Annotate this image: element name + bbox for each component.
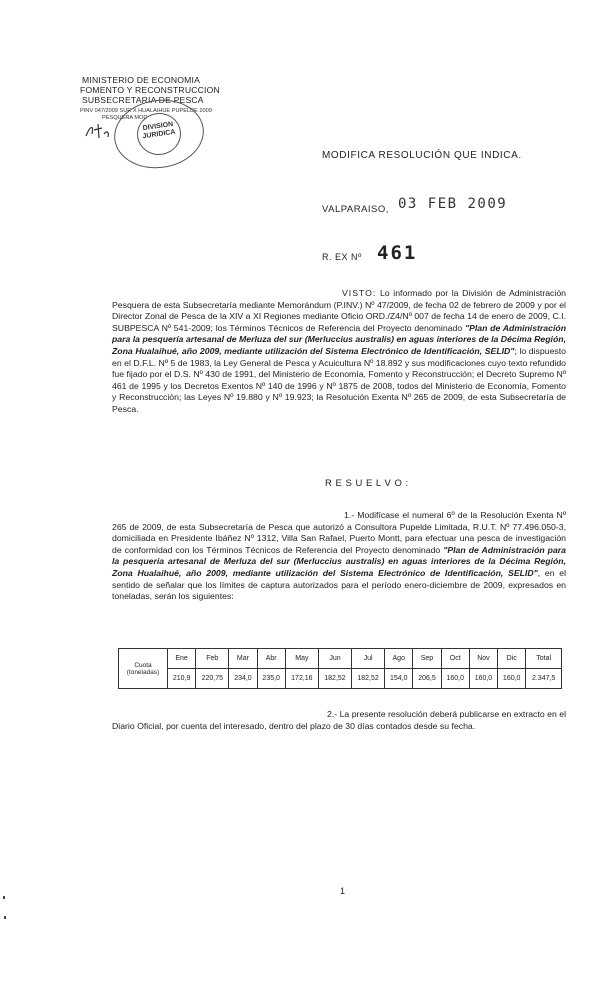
month-cell: Oct bbox=[441, 649, 469, 669]
value-cell: 210,9 bbox=[168, 669, 196, 689]
stamp-text: DIVISION JURIDICA bbox=[142, 120, 176, 141]
division-juridica-stamp bbox=[110, 94, 209, 174]
month-cell: Jul bbox=[352, 649, 385, 669]
letterhead bbox=[80, 75, 300, 105]
resolution-label: R. EX Nº bbox=[322, 252, 362, 262]
month-cell: Abr bbox=[257, 649, 285, 669]
visto-text-2: ; lo dispuesto en el D.F.L. Nº 5 de 1983, la Ley General de Pesca y Acuicultura Nº 18.892 y sus modificaciones cuyo texto refundido fue fijado por el D.S. Nº 430 de 1991, del Ministerio de Economía, Fomento y Reconstrucción; el Decreto Supremo Nº 461 de 1995 y los Decretos Exentos Nº 140 de 1996 y Nº 1875 de 2008, todos del Ministerio de Economía, Fomento y Reconstrucción; las Leyes Nº 19.880 y Nº 19.923; la Resolución Exenta Nº 265 de 2009, de esta Subsecretaría de Pesca. bbox=[112, 345, 566, 414]
visto-text-1: Lo informado por la División de Administración Pesquera de esta Subsecretaría mediante Memorándum (P.INV.) Nº 47/2009, de fecha 02 de febrero de 2009 y por el Director Zonal de Pesca de la XIV a XI Regiones mediante Oficio ORD./Z4/Nº 007 de fecha 14 de enero de 2009, C.I. SUBPESCA Nº 541-2009; los Términos Técnicos de Referencia del Proyecto denominado bbox=[112, 288, 566, 333]
month-cell: Ago bbox=[385, 649, 413, 669]
initials-mark bbox=[82, 118, 112, 144]
value-cell: 182,52 bbox=[352, 669, 385, 689]
page-number: 1 bbox=[340, 886, 346, 896]
month-cell: Nov bbox=[469, 649, 497, 669]
item-2-paragraph bbox=[112, 709, 566, 732]
reference-line-2: PESQUERA MOD bbox=[102, 115, 148, 121]
month-cell: Ene bbox=[168, 649, 196, 669]
item-1-text-2: , en el sentido de señalar que los límites de captura autorizados para el período enero-diciembre de 2009, expresados en toneladas, serán los siguientes: bbox=[112, 567, 566, 602]
subject-line: MODIFICA RESOLUCIÓN QUE INDICA. bbox=[322, 150, 522, 161]
ministry-line-2: FOMENTO Y RECONSTRUCCION bbox=[80, 85, 220, 95]
item-1-project-title: "Plan de Administración para la pesquería artesanal de Merluza del sur (Merluccius australis) en aguas interiores de la Décima Región, Zona Hualaihué, año 2009, mediante utilización del Sistema Electrónico de Identificación, SELID" bbox=[112, 544, 566, 578]
scan-artifact bbox=[3, 896, 5, 899]
total-header-cell: Total bbox=[526, 649, 562, 669]
row-label-cell: Cuota (toneladas) bbox=[119, 649, 168, 689]
value-cell: 160,0 bbox=[441, 669, 469, 689]
value-cell: 160,0 bbox=[498, 669, 526, 689]
table-header-row bbox=[119, 649, 562, 669]
value-cell: 172,16 bbox=[285, 669, 318, 689]
month-cell: Feb bbox=[196, 649, 229, 669]
visto-paragraph bbox=[112, 288, 566, 416]
value-cell: 206,5 bbox=[413, 669, 441, 689]
resolution-number: 461 bbox=[377, 242, 418, 264]
value-cell: 235,0 bbox=[257, 669, 285, 689]
ministry-line-1: MINISTERIO DE ECONOMIA bbox=[82, 75, 201, 85]
visto-label: VISTO: bbox=[342, 288, 377, 298]
date-stamp: 03 FEB 2009 bbox=[398, 196, 508, 212]
value-cell: 220,75 bbox=[196, 669, 229, 689]
total-value-cell: 2.347,5 bbox=[526, 669, 562, 689]
item-1-text-1: 1.- Modifícase el numeral 6º de la Resolución Exenta Nº 265 de 2009, de esta Subsecretaría de Pesca que autorizó a Consultora Pupelde Limitada, R.U.T. Nº 77.496.050-3, domiciliada en Presidente Ibáñez Nº 1312, Villa San Rafael, Puerto Montt, para efectuar una pesca de investigación de conformidad con los Términos Técnicos de Referencia del Proyecto denominado bbox=[112, 510, 566, 555]
value-cell: 182,52 bbox=[318, 669, 351, 689]
value-cell: 160,0 bbox=[469, 669, 497, 689]
scan-artifact bbox=[4, 916, 6, 919]
visto-project-title: "Plan de Administración para la pesquería artesanal de Merluza del sur (Merluccius australis) en aguas interiores de la Décima Región, Zona Hualaihué, año 2009, mediante utilización del Sistema Electrónico de Identificación, SELID" bbox=[112, 322, 566, 356]
place-label: VALPARAISO, bbox=[322, 204, 389, 215]
month-cell: May bbox=[285, 649, 318, 669]
month-cell: Sep bbox=[413, 649, 441, 669]
catch-limits-table bbox=[118, 648, 562, 689]
item-1-paragraph bbox=[112, 510, 566, 603]
reference-line-1: PINV 047/2009 SUR X HUALAIHUE PUPELDE 2009 bbox=[80, 108, 212, 114]
subsecretaria-line: SUBSECRETARIA DE PESCA bbox=[82, 95, 204, 105]
month-cell: Dic bbox=[498, 649, 526, 669]
value-cell: 154,0 bbox=[385, 669, 413, 689]
resuelvo-heading: R E S U E L V O : bbox=[325, 478, 409, 489]
month-cell: Jun bbox=[318, 649, 351, 669]
month-cell: Mar bbox=[229, 649, 257, 669]
value-cell: 234,0 bbox=[229, 669, 257, 689]
item-2-text: 2.- La presente resolución deberá publicarse en extracto en el Diario Oficial, por cuenta del interesado, dentro del plazo de 30 días contados desde su fecha. bbox=[112, 709, 566, 731]
table-values-row bbox=[119, 669, 562, 689]
